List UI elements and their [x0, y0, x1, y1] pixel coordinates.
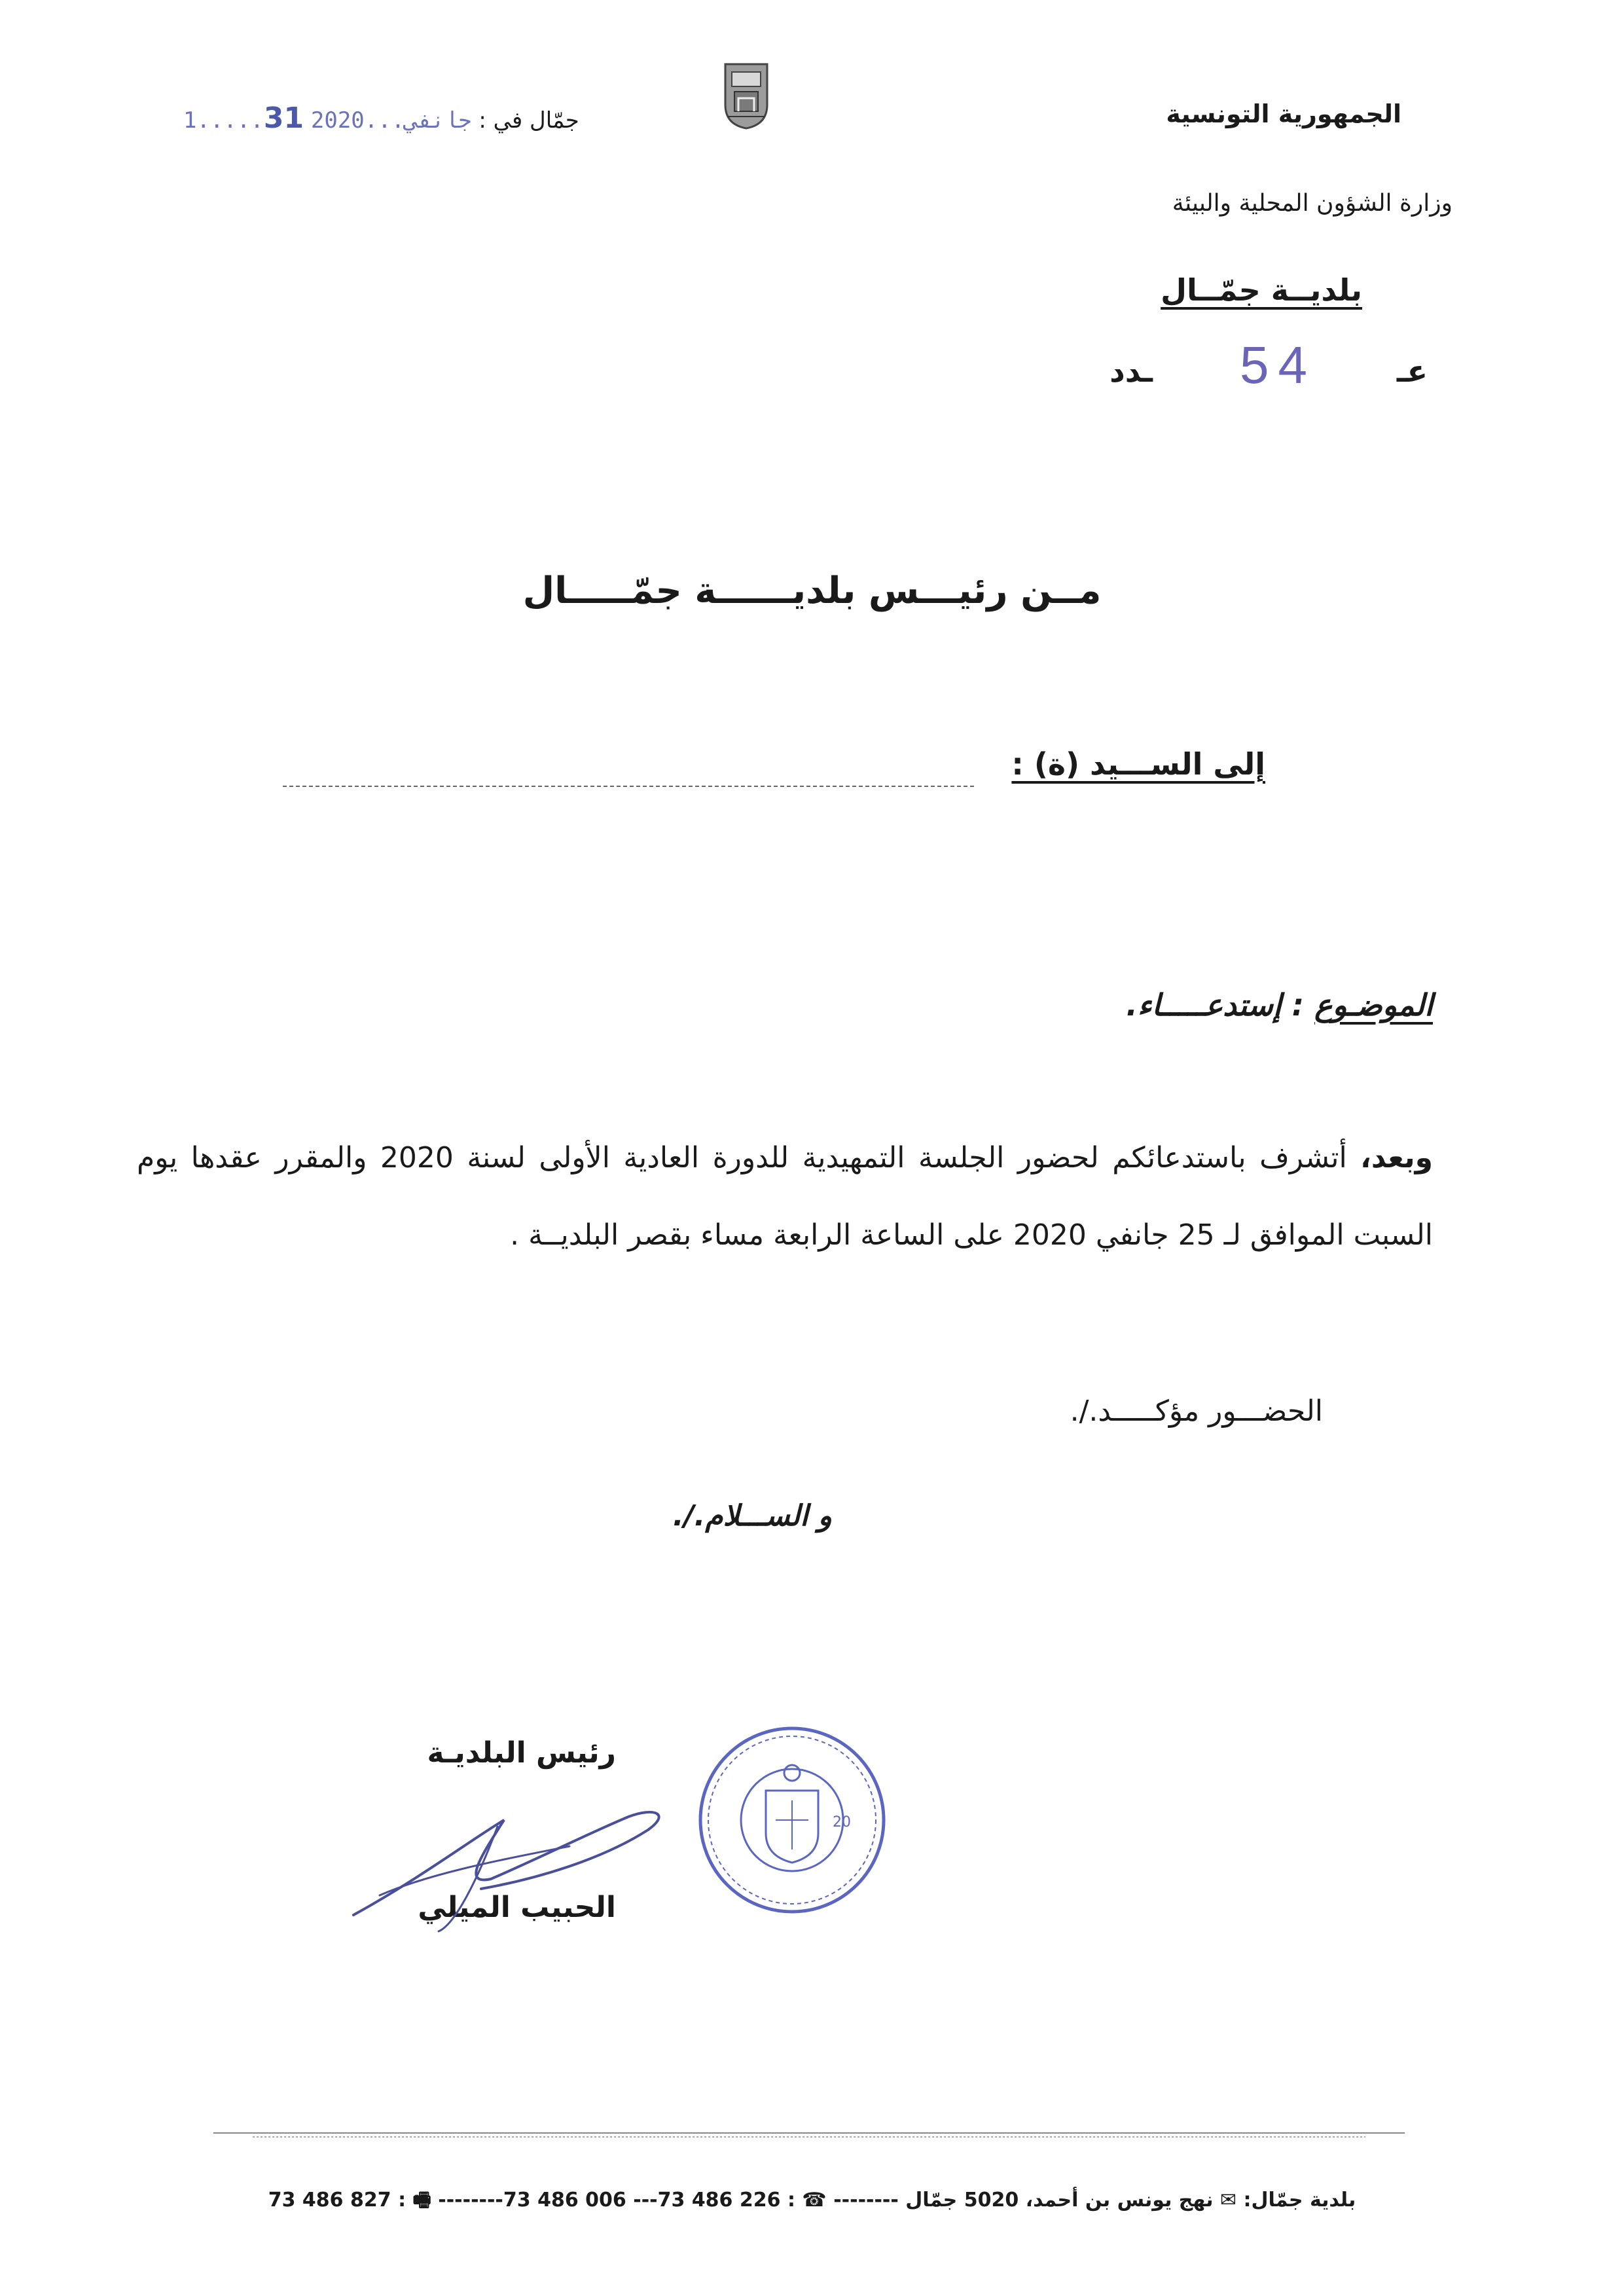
- date-month-year-stamp: 1.....جانفي...2020: [183, 107, 472, 134]
- signatory-name: الحبيب الميلي: [418, 1891, 616, 1924]
- handwritten-signature: [340, 1781, 681, 1938]
- body-lead: وبعد،: [1360, 1141, 1433, 1175]
- municipal-emblem-logo: [720, 59, 772, 131]
- date-line: [183, 101, 579, 135]
- reference-number-label-end: ـدد: [1110, 354, 1153, 389]
- official-seal-stamp: [694, 1722, 890, 1918]
- footer-divider: [213, 2130, 1405, 2140]
- subject-line: [1126, 987, 1433, 1023]
- reference-number-label-start: عـ: [1396, 354, 1428, 389]
- date-prefix: جمّال في :: [478, 107, 579, 134]
- reference-number-handwritten: 54: [1240, 336, 1316, 394]
- municipality-heading: بلديــة جمّــال: [1161, 272, 1362, 308]
- subject-label: الموضـوع: [1314, 987, 1433, 1023]
- closing-greeting: و الســـلام./.: [672, 1499, 832, 1533]
- letter-body: [137, 1120, 1433, 1274]
- seal-number: 20: [833, 1814, 851, 1831]
- date-day-handwritten: 31: [263, 101, 304, 135]
- ministry-heading: وزارة الشؤون المحلية والبيئة: [1172, 190, 1453, 217]
- letter-from-heading: مــن رئيـــس بلديــــــة جمّـــــال: [522, 570, 1102, 612]
- recipient-dotted-line: [283, 786, 974, 787]
- footer-contact-info: بلدية جمّال: ✉ نهج يونس بن أحمد، 5020 جمّال -------- ☎ : 226 486 73--- 006 486 73-------- 🖷 : 827 486 73: [268, 2189, 1356, 2212]
- signatory-title: رئيس البلديـة: [427, 1736, 616, 1770]
- subject-value: : إستدعـــــاء.: [1126, 987, 1315, 1023]
- republic-heading: الجمهورية التونسية: [1166, 100, 1401, 128]
- body-text: أتشرف باستدعائكم لحضور الجلسة التمهيدية للدورة العادية الأولى لسنة 2020 والمقرر عقدها يوم السبت الموافق لـ 25 جانفي 2020 على الساعة الرابعة مساء بقصر البلديــة .: [137, 1141, 1433, 1252]
- recipient-label: إلى الســـيد (ة) :: [1011, 746, 1265, 782]
- attendance-confirmed-line: الحضـــور مؤكـــــد./.: [1070, 1394, 1323, 1428]
